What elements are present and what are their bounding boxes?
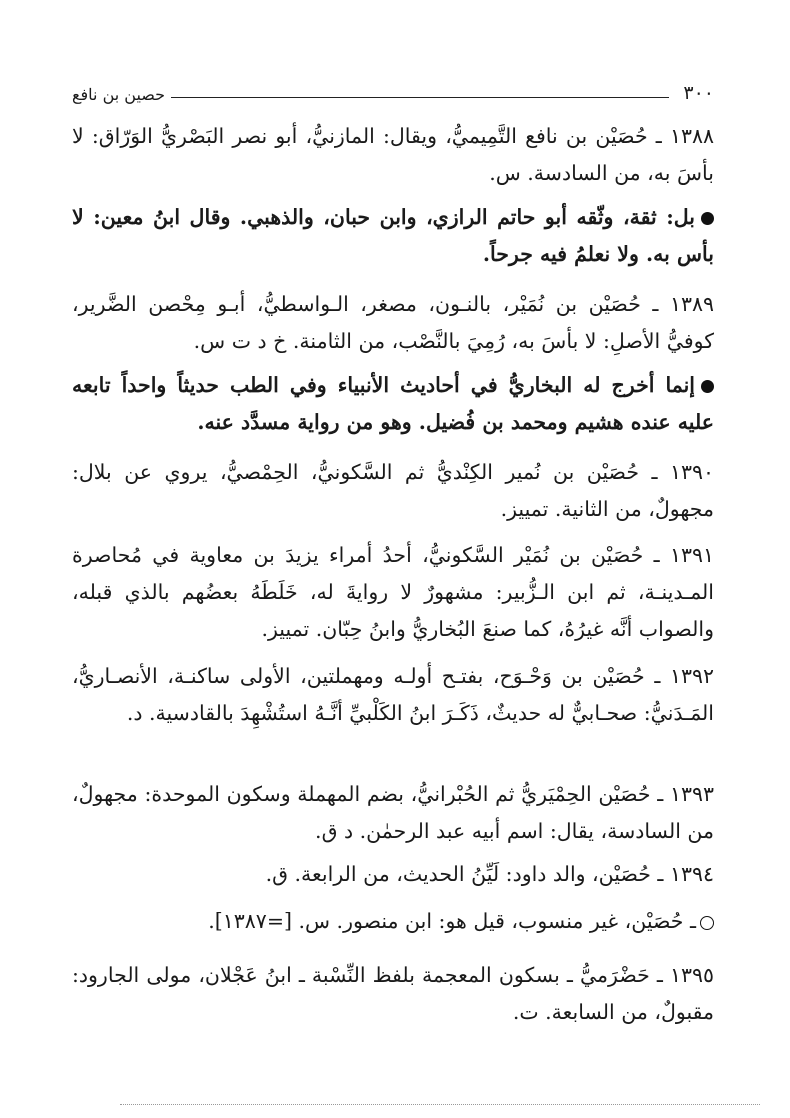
entry-unnumbered xyxy=(72,903,714,940)
note-text: بل: ثقة، وثّقه أبو حاتم الرازي، وابن حبان، والذهبي. وقال ابنُ معين: لا بأس به. ولا نعلمُ فيه جرحاً. xyxy=(72,205,714,266)
footer-dotted-line xyxy=(120,1104,760,1115)
note-1389 xyxy=(72,367,714,441)
entry-1395: ١٣٩٥ ـ حَضْرَميُّ ـ بسكون المعجمة بلفظ النِّسْبة ـ ابنُ عَجْلان، مولى الجارود: مقبولٌ، من السابعة. ت. xyxy=(72,963,714,1024)
running-title: حصين بن نافع xyxy=(72,85,166,104)
bullet-icon xyxy=(701,380,714,393)
circle-icon xyxy=(700,916,714,930)
entry-1390: ١٣٩٠ ـ حُصَيْن بن نُمير الكِنْديُّ ثم السَّكونيُّ، الحِمْصيُّ، يروي عن بلال: مجهولٌ، من الثانية. تمييز. xyxy=(72,460,714,521)
entry-1394: ١٣٩٤ ـ حُصَيْن، والد داود: لَيِّنُ الحديث، من الرابعة. ق. xyxy=(265,862,714,886)
header-rule xyxy=(171,97,669,98)
entry-text: ـ حُصَيْن، غير منسوب، قيل هو: ابن منصور. س. [=١٣٨٧]. xyxy=(208,909,696,933)
entry-1392: ١٣٩٢ ـ حُصَيْن بن وَحْـوَح، بفتـح أولـه ومهملتين، الأولى ساكنـة، الأنصـاريُّ، المَـدَنيُّ: صحـابيٌّ له حديثٌ، ذَكَـرَ ابنُ الكَلْبيِّ أنَّـهُ استُشْهِدَ بالقادسية. د. xyxy=(72,664,714,725)
page-number: ٣٠٠ xyxy=(683,82,714,104)
entry-1393: ١٣٩٣ ـ حُصَيْن الحِمْيَريُّ ثم الحُبْرانيُّ، بضم المهملة وسكون الموحدة: مجهولٌ، من السادسة، يقال: اسم أبيه عبد الرحمٰن. د ق. xyxy=(72,782,714,843)
note-text: إنما أخرج له البخاريُّ في أحاديث الأنبياء وفي الطب حديثاً واحداً تابعه عليه عنده هشيم ومحمد بن فُضيل. وهو من رواية مسدَّد عنه. xyxy=(72,373,714,434)
entry-1391: ١٣٩١ ـ حُصَيْن بن نُمَيْر السَّكونيُّ، أحدُ أمراء يزيدَ بن معاوية في مُحاصرة المـدينـة، ثم ابن الـزُّبير: مشهورٌ لا روايةَ له، خَلَطَهُ بعضُهم بالذي قبله، والصواب أنَّه غيرُهُ، كما صنعَ البُخاريُّ وابنُ حِبّان. تمييز. xyxy=(72,543,714,641)
note-1388 xyxy=(72,199,714,273)
page xyxy=(72,70,714,104)
entry-1389: ١٣٨٩ ـ حُصَيْن بن نُمَيْر، بالنـون، مصغر، الـواسطيُّ، أبـو مِحْصن الضَّرير، كوفيُّ الأصلِ: لا بأسَ به، رُمِيَ بالنَّصْب، من الثامنة. خ د ت س. xyxy=(72,292,714,353)
entry-1388: ١٣٨٨ ـ حُصَيْن بن نافع التَّمِيميُّ، ويقال: المازنيُّ، أبو نصر البَصْريُّ الوَرّاق: لا بأسَ به، من السادسة. س. xyxy=(72,124,714,185)
bullet-icon xyxy=(701,212,714,225)
running-header xyxy=(72,70,714,104)
